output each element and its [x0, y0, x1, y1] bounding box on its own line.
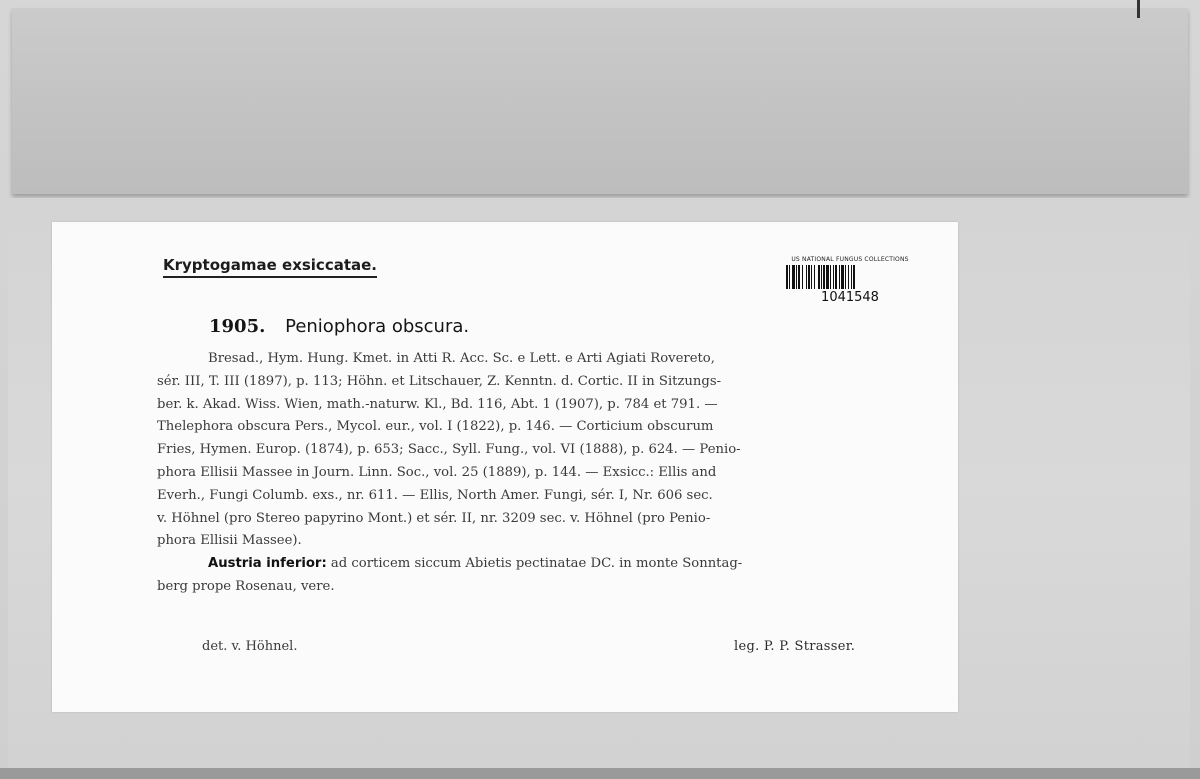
exsiccata-number: 1905.	[209, 316, 266, 337]
barcode-org: US NATIONAL FUNGUS COLLECTIONS	[791, 256, 909, 263]
collector: leg. P. P. Strasser.	[734, 639, 856, 654]
locality-line	[157, 553, 939, 576]
locality-line: berg prope Rosenau, vere.	[157, 578, 335, 594]
citation-line: sér. III, T. III (1897), p. 113; Höhn. et Litschauer, Z. Kenntn. d. Cortic. II in Sitzungs-	[157, 373, 722, 389]
barcode-bar	[855, 265, 856, 289]
locality-region: Austria inferior:	[208, 556, 327, 572]
citation-line: phora Ellisii Massee).	[157, 533, 302, 549]
citation-line: ber. k. Akad. Wiss. Wien, math.-naturw. Kl., Bd. 116, Abt. 1 (1907), p. 784 et 791. —	[157, 396, 718, 412]
citation-line: Bresad., Hym. Hung. Kmet. in Atti R. Acc. Sc. e Lett. e Arti Agiati Rovereto,	[208, 351, 715, 366]
citation-text	[157, 348, 939, 599]
envelope-flap	[12, 8, 1188, 194]
species-heading	[209, 316, 469, 337]
citation-line: Thelephora obscura Pers., Mycol. eur., vol. I (1822), p. 146. — Corticium obscurum	[157, 419, 714, 435]
citation-line: v. Höhnel (pro Stereo papyrino Mont.) et sér. II, nr. 3209 sec. v. Höhnel (pro Penio-	[157, 510, 711, 526]
barcode-number: 1041548	[821, 290, 879, 305]
determiner: det. v. Höhnel.	[202, 639, 298, 654]
barcode-sticker	[780, 256, 920, 318]
citation-line: Fries, Hymen. Europ. (1874), p. 653; Sacc., Syll. Fung., vol. VI (1888), p. 624. — Penio-	[157, 442, 741, 458]
barcode-bars	[786, 265, 914, 289]
bottom-edge	[0, 768, 1200, 779]
edge-mark	[1137, 0, 1140, 18]
series-title: Kryptogamae exsiccatae.	[163, 256, 377, 278]
specimen-label	[52, 222, 958, 712]
locality-text: ad corticem siccum Abietis pectinatae DC. in monte Sonntag-	[326, 556, 743, 572]
citation-line: Everh., Fungi Columb. exs., nr. 611. — Ellis, North Amer. Fungi, sér. I, Nr. 606 sec.	[157, 487, 713, 503]
citation-line: phora Ellisii Massee in Journ. Linn. Soc., vol. 25 (1889), p. 144. — Exsicc.: Ellis and	[157, 464, 717, 480]
species-name: Peniophora obscura.	[285, 316, 470, 337]
